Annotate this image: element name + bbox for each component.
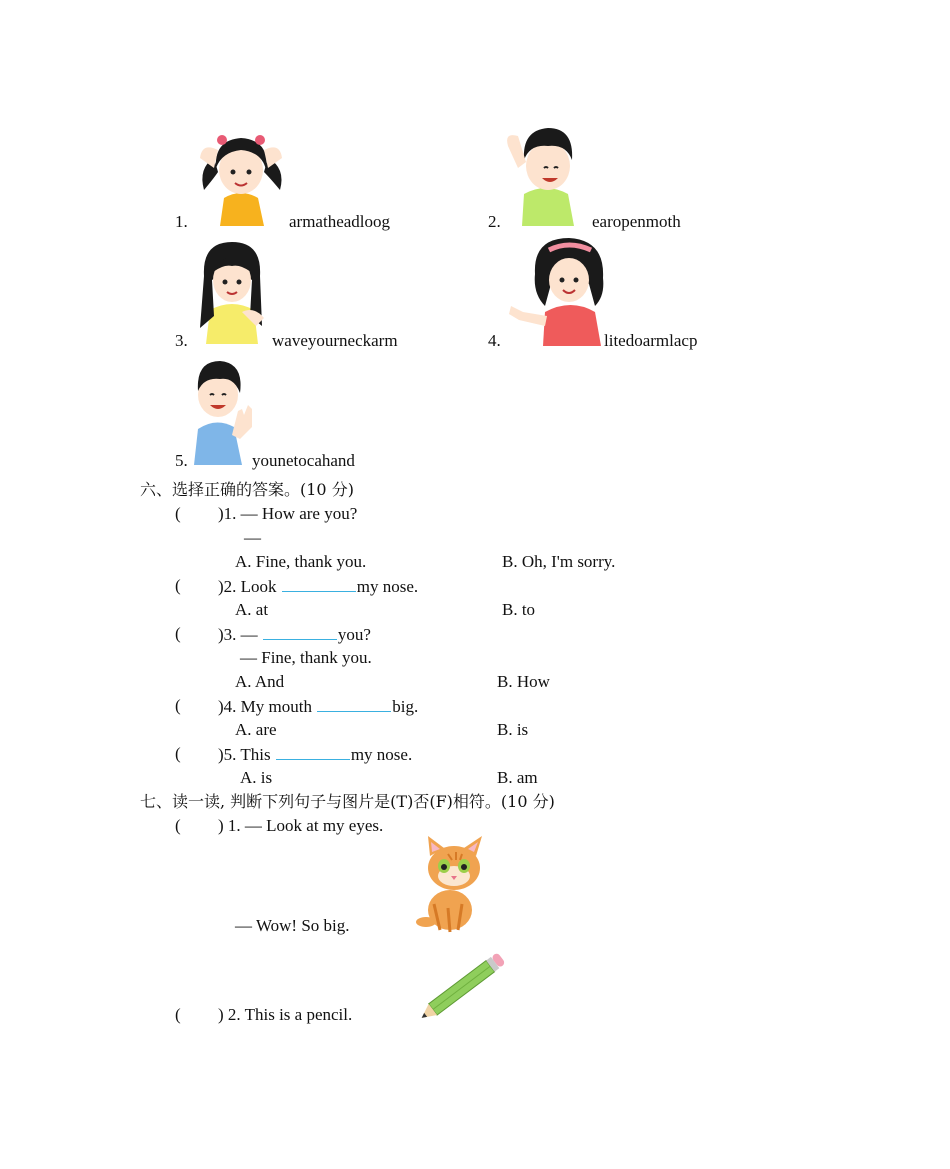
girl-touching-arm-picture	[505, 234, 607, 348]
jumbled-letters: armatheadloog	[289, 212, 391, 231]
girl-touching-neck-picture	[192, 236, 272, 346]
option-a: A. is	[240, 768, 273, 787]
jumbled-letters: waveyourneckarm	[272, 331, 398, 350]
option-a: A. Fine, thank you.	[235, 552, 367, 571]
blank-line	[317, 696, 391, 712]
item-number: 4.	[488, 331, 501, 350]
answer-paren: (	[175, 576, 181, 595]
option-a: A. are	[235, 720, 277, 739]
item-number: 5.	[175, 451, 188, 470]
question-text: )5. This my nose.	[218, 745, 413, 764]
jumbled-letters: earopenmoth	[592, 212, 681, 231]
question-text: )1. — How are you?	[218, 504, 358, 523]
answer-paren: (	[175, 696, 181, 715]
section-7-heading: 七、读一读, 判断下列句子与图片是(T)否(F)相符。(10 分)	[140, 792, 555, 811]
boy-waving-hand-picture	[192, 355, 254, 467]
blank-line	[276, 744, 350, 760]
option-b: B. Oh, I'm sorry.	[502, 552, 616, 571]
question-text: )3. — you?	[218, 625, 371, 644]
answer-paren: (	[175, 1005, 181, 1024]
answer-paren: (	[175, 816, 181, 835]
answer-paren: (	[175, 744, 181, 763]
cat-picture	[412, 834, 490, 934]
question-text: )2. Look my nose.	[218, 577, 419, 596]
option-a: A. And	[235, 672, 285, 691]
answer-paren: (	[175, 504, 181, 523]
question-line2: — Wow! So big.	[235, 916, 350, 935]
item-number: 1.	[175, 212, 188, 231]
jumbled-letters: younetocahand	[252, 451, 355, 470]
question-line2: — Fine, thank you.	[240, 648, 372, 667]
option-a: A. at	[235, 600, 269, 619]
option-b: B. How	[497, 672, 550, 691]
answer-paren: (	[175, 624, 181, 643]
boy-touching-ear-picture	[500, 116, 592, 228]
girl-touching-head-picture	[192, 128, 290, 228]
jumbled-letters: litedoarmlacp	[604, 331, 698, 350]
item-number: 3.	[175, 331, 188, 350]
option-b: B. to	[502, 600, 536, 619]
question-line2: —	[244, 528, 261, 547]
section-6-heading: 六、选择正确的答案。(10 分)	[140, 480, 354, 499]
question-text: ) 2. This is a pencil.	[218, 1005, 353, 1024]
blank-line	[282, 576, 356, 592]
blank-line	[263, 624, 337, 640]
option-b: B. is	[497, 720, 529, 739]
pencil-picture	[412, 952, 514, 1024]
item-number: 2.	[488, 212, 501, 231]
question-text: )4. My mouth big.	[218, 697, 419, 716]
option-b: B. am	[497, 768, 538, 787]
question-text: ) 1. — Look at my eyes.	[218, 816, 384, 835]
